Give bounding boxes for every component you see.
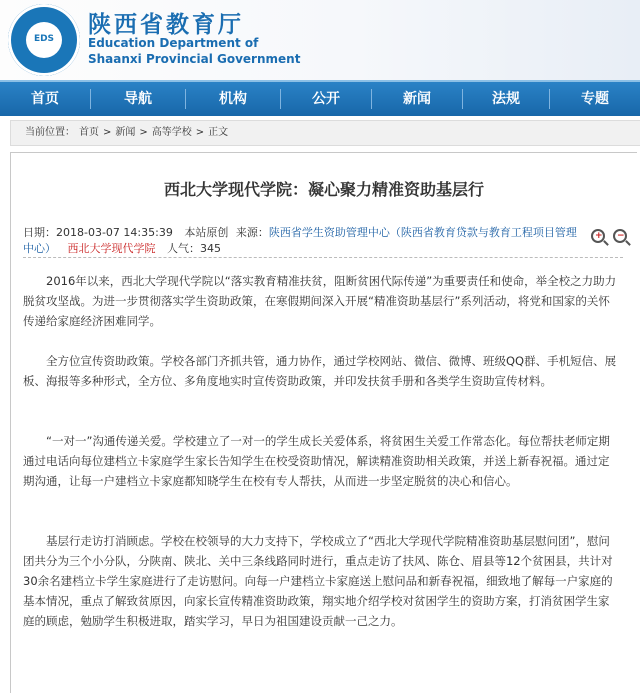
breadcrumb-higher-education[interactable]: 高等学校: [151, 127, 192, 138]
zoom-out-icon[interactable]: −: [613, 229, 627, 243]
article-source[interactable]: 陕西省学生资助管理中心（陕西省教育贷款与教育工程项目管理中心）: [23, 226, 577, 255]
breadcrumb-home[interactable]: 首页: [79, 127, 99, 138]
breadcrumb-prefix: 当前位置：: [25, 127, 75, 138]
article-source-label: 来源：: [235, 226, 269, 239]
breadcrumb-news[interactable]: 新闻: [115, 127, 136, 138]
site-header: [0, 0, 640, 80]
zoom-in-icon[interactable]: +: [591, 229, 605, 243]
nav-home[interactable]: 首页: [31, 91, 59, 107]
site-title-en-line1: Education Department of: [88, 36, 259, 50]
article-paragraph-3: “一对一”沟通传递关爱。学校建立了一对一的学生成长关爱体系，将贫困生关爱工作常态化。每位帮扶老师定期通过电话向每位建档立卡家庭学生家长告知学生在校受资助情况，解读精准资助相关政策，并送上新春祝福。通过定期沟通，让每一户建档立卡家庭都知晓学生在校有专人帮扶，从而进一步坚定脱贫的决心和信心。: [23, 434, 610, 488]
breadcrumb-current: 正文: [208, 127, 229, 138]
article-date: 日期：2018-03-07 14:35:39: [23, 226, 173, 239]
article-author[interactable]: 西北大学现代学院: [67, 242, 156, 255]
article-paragraph-4: 基层行走访打消顾虑。学校在校领导的大力支持下，学校成立了“西北大学现代学院精准资助基层慰问团”，慰问团共分为三个小分队，分陕南、陕北、关中三条线路同时进行，重点走访了扶风、陈仓、眉县等12个贫困县，共计对30余名建档立卡学生家庭进行了走访慰问。向每一户建档立卡家庭送上慰问品和新春祝福，细致地了解每一户家庭的基本情况，重点了解致贫原因，向家长宣传精准资助政策，翔实地介绍学校对贫困学生的资助方案，打消贫困学生家庭的顾虑，勉励学生积极进取，踏实学习，早日为祖国建设贡献一己之力。: [23, 534, 613, 628]
nav-news[interactable]: 新闻: [403, 91, 431, 107]
breadcrumb-separator: >: [139, 127, 148, 138]
article-original: 本站原创: [184, 226, 229, 239]
main-nav: [0, 80, 640, 116]
breadcrumb: [10, 120, 640, 146]
nav-topics[interactable]: 专题: [581, 91, 609, 107]
breadcrumb-separator: >: [195, 127, 205, 138]
article-container: [10, 152, 637, 693]
nav-guide[interactable]: 导航: [124, 91, 152, 107]
nav-organization[interactable]: 机构: [219, 91, 247, 107]
article-paragraph-1: 2016年以来，西北大学现代学院以“落实教育精准扶贫，阻断贫困代际传递”为重要责任和使命，举全校之力助力脱贫攻坚战。为进一步贯彻落实学生资助政策，在寒假期间深入开展“精准资助基层行”系列活动，将党和国家的关怀传递给家庭经济困难同学。: [23, 274, 617, 328]
meta-divider: [23, 257, 623, 258]
breadcrumb-separator: >: [103, 127, 112, 138]
article-views: 人气：345: [167, 242, 221, 255]
logo-center-text: EDS: [33, 34, 55, 44]
article-meta: [23, 225, 583, 257]
nav-public[interactable]: 公开: [312, 91, 340, 107]
article-paragraph-2: 全方位宣传资助政策。学校各部门齐抓共管，通力协作，通过学校网站、微信、微博、班级QQ群、手机短信、展板、海报等多种形式，全方位、多角度地实时宣传资助政策，并印发扶贫手册和各类学生资助宣传材料。: [23, 354, 617, 388]
education-department-logo[interactable]: [8, 4, 80, 76]
site-title-zh: 陕西省教育厅: [88, 12, 244, 38]
article-title: 西北大学现代学院：凝心聚力精准资助基层行: [163, 180, 484, 199]
site-title-en-line2: Shaanxi Provincial Government: [88, 52, 301, 66]
nav-regulations[interactable]: 法规: [492, 91, 520, 107]
